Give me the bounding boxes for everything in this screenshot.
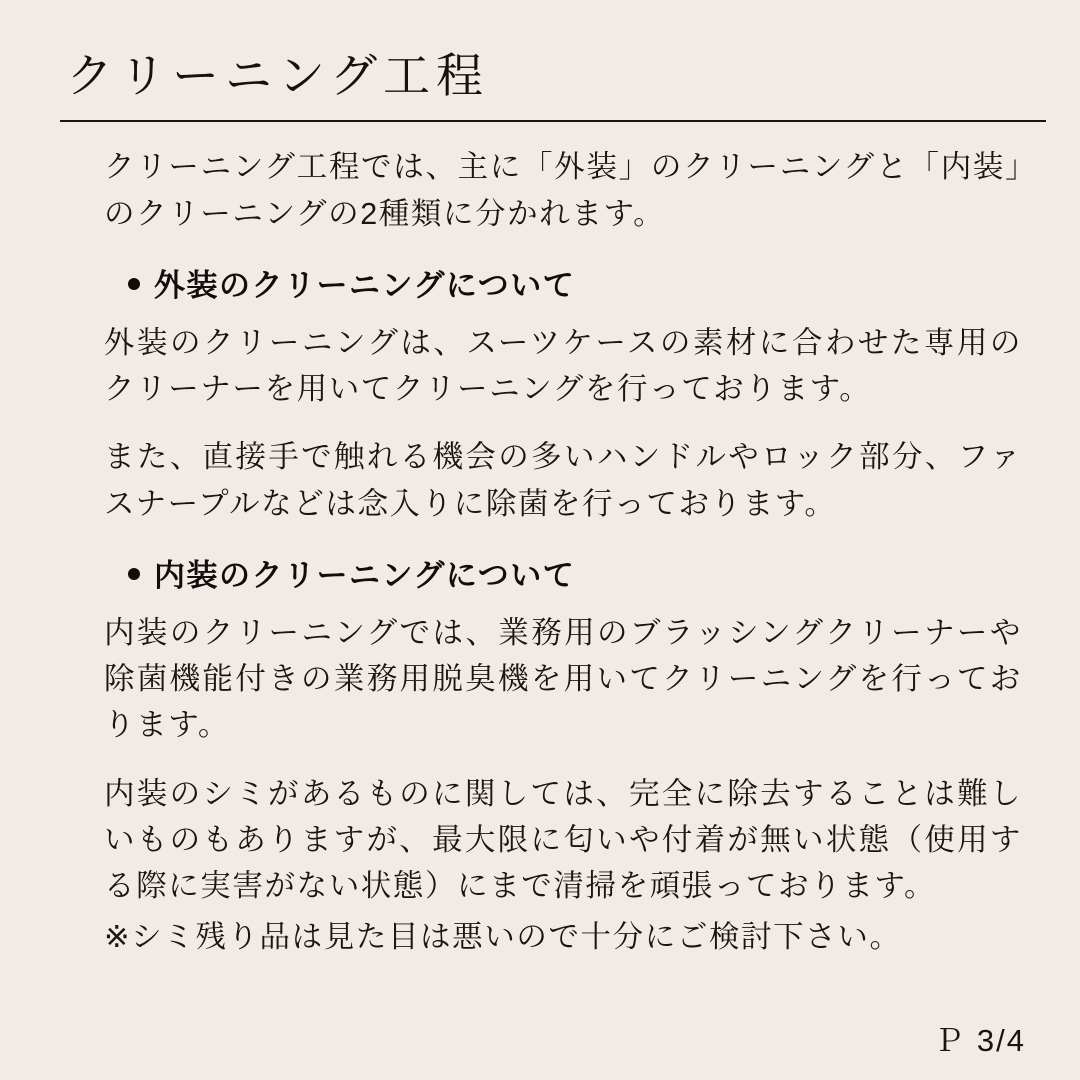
interior-paragraph-1: 内装のクリーニングでは、業務用のブラッシングクリーナーや除菌機能付きの業務用脱臭機を用いてクリーニングを行っております。 (104, 615, 1022, 743)
page-number: Ｐ 3/4 (933, 1023, 1026, 1058)
section-heading-interior-label: 内装のクリーニングについて (154, 558, 576, 594)
section-heading-exterior-label: 外装のクリーニングについて (154, 268, 576, 304)
intro-paragraph: クリーニング工程では、主に「外装」のクリーニングと「内装」のクリーニングの2種類に分かれます。 (104, 150, 1022, 231)
interior-paragraph-2: 内装のシミがあるものに関しては、完全に除去することは難しいものもありますが、最大限に匂いや付着が無い状態（使用する際に実害がない状態）にまで清掃を頑張っております。 (104, 776, 1022, 904)
exterior-paragraph-1: 外装のクリーニングは、スーツケースの素材に合わせた専用のクリーナーを用いてクリーニングを行っております。 (104, 325, 1022, 406)
interior-note: ※シミ残り品は見た目は悪いので十分にご検討下さい。 (104, 919, 902, 954)
document-body (60, 144, 1044, 964)
bullet-icon (128, 278, 140, 290)
section-heading-exterior (104, 263, 1022, 310)
section-heading-interior (104, 553, 1022, 600)
bullet-icon (128, 568, 140, 580)
spacer (60, 964, 1044, 1015)
title-divider (60, 120, 1046, 122)
exterior-paragraph-2: また、直接手で触れる機会の多いハンドルやロック部分、ファスナープルなどは念入りに除菌を行っております。 (104, 440, 1022, 521)
page-title: クリーニング工程 (66, 49, 490, 102)
